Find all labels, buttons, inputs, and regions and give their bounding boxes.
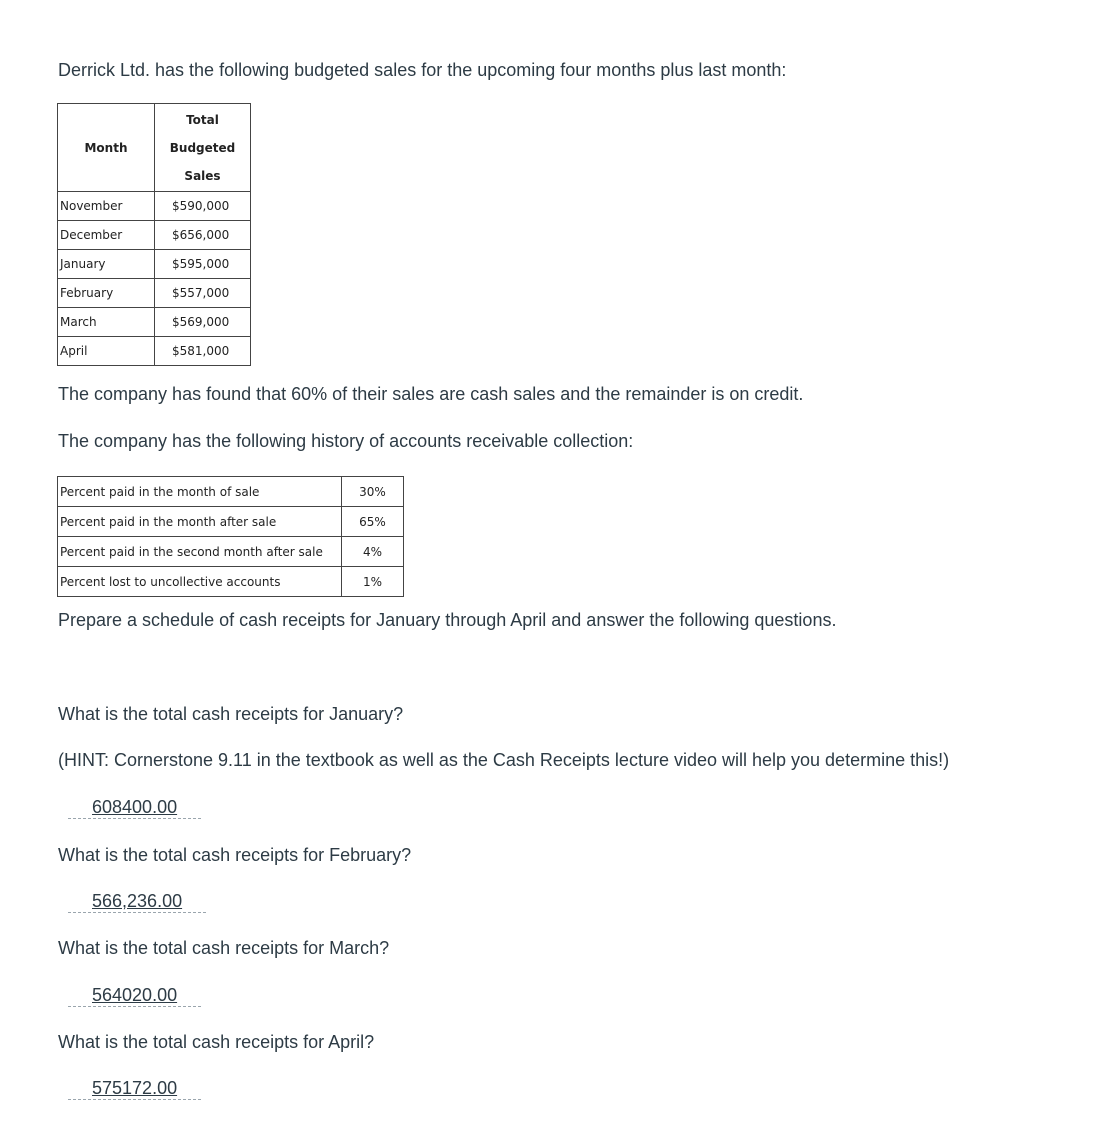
sales-cell: $590,000 [155, 192, 251, 221]
answer-value: 575172.00 [92, 1078, 178, 1098]
table-row [58, 567, 404, 597]
header-line: Sales [184, 168, 221, 183]
table-row [58, 279, 251, 308]
answer-march-field[interactable] [68, 984, 201, 1007]
collection-percent: 30% [342, 477, 404, 507]
answer-value: 566,236.00 [92, 891, 183, 911]
month-header: Month [58, 104, 155, 192]
collection-label: Percent paid in the month after sale [58, 507, 342, 537]
question-january: What is the total cash receipts for January? [58, 704, 404, 724]
instructions-text: Prepare a schedule of cash receipts for January through April and answer the following questions. [58, 610, 837, 630]
sales-cell: $557,000 [155, 279, 251, 308]
collection-percent: 4% [342, 537, 404, 567]
table-row [58, 308, 251, 337]
answer-january-field[interactable] [68, 796, 201, 819]
table-header-row [58, 104, 251, 192]
collection-label: Percent lost to uncollective accounts [58, 567, 342, 597]
answer-value: 608400.00 [92, 797, 178, 817]
intro-text: Derrick Ltd. has the following budgeted sales for the upcoming four months plus last month: [58, 60, 787, 80]
table-row [58, 337, 251, 366]
table-row [58, 477, 404, 507]
collection-label: Percent paid in the second month after sale [58, 537, 342, 567]
cash-sales-text: The company has found that 60% of their sales are cash sales and the remainder is on credit. [58, 384, 804, 404]
month-cell: February [58, 279, 155, 308]
month-cell: January [58, 250, 155, 279]
table-row [58, 221, 251, 250]
month-cell: December [58, 221, 155, 250]
collection-label: Percent paid in the month of sale [58, 477, 342, 507]
month-cell: March [58, 308, 155, 337]
month-cell: April [58, 337, 155, 366]
answer-april-field[interactable] [68, 1077, 201, 1100]
table-row [58, 537, 404, 567]
collection-percent: 65% [342, 507, 404, 537]
total-budgeted-sales-header [155, 104, 251, 192]
question-march: What is the total cash receipts for March? [58, 938, 390, 958]
table-row [58, 192, 251, 221]
header-line: Budgeted [169, 140, 236, 155]
sales-cell: $569,000 [155, 308, 251, 337]
month-cell: November [58, 192, 155, 221]
collection-percent: 1% [342, 567, 404, 597]
question-february: What is the total cash receipts for February? [58, 845, 412, 865]
question-april: What is the total cash receipts for April? [58, 1032, 375, 1052]
budgeted-sales-table [57, 103, 251, 366]
header-line: Total [186, 112, 219, 127]
answer-february-field[interactable] [68, 890, 206, 913]
table-row [58, 250, 251, 279]
collection-history-table [57, 476, 404, 597]
sales-cell: $595,000 [155, 250, 251, 279]
answer-value: 564020.00 [92, 985, 178, 1005]
hint-text: (HINT: Cornerstone 9.11 in the textbook as well as the Cash Receipts lecture video will help you determine this!) [58, 750, 950, 770]
sales-cell: $656,000 [155, 221, 251, 250]
collection-history-text: The company has the following history of accounts receivable collection: [58, 431, 634, 451]
sales-cell: $581,000 [155, 337, 251, 366]
table-row [58, 507, 404, 537]
